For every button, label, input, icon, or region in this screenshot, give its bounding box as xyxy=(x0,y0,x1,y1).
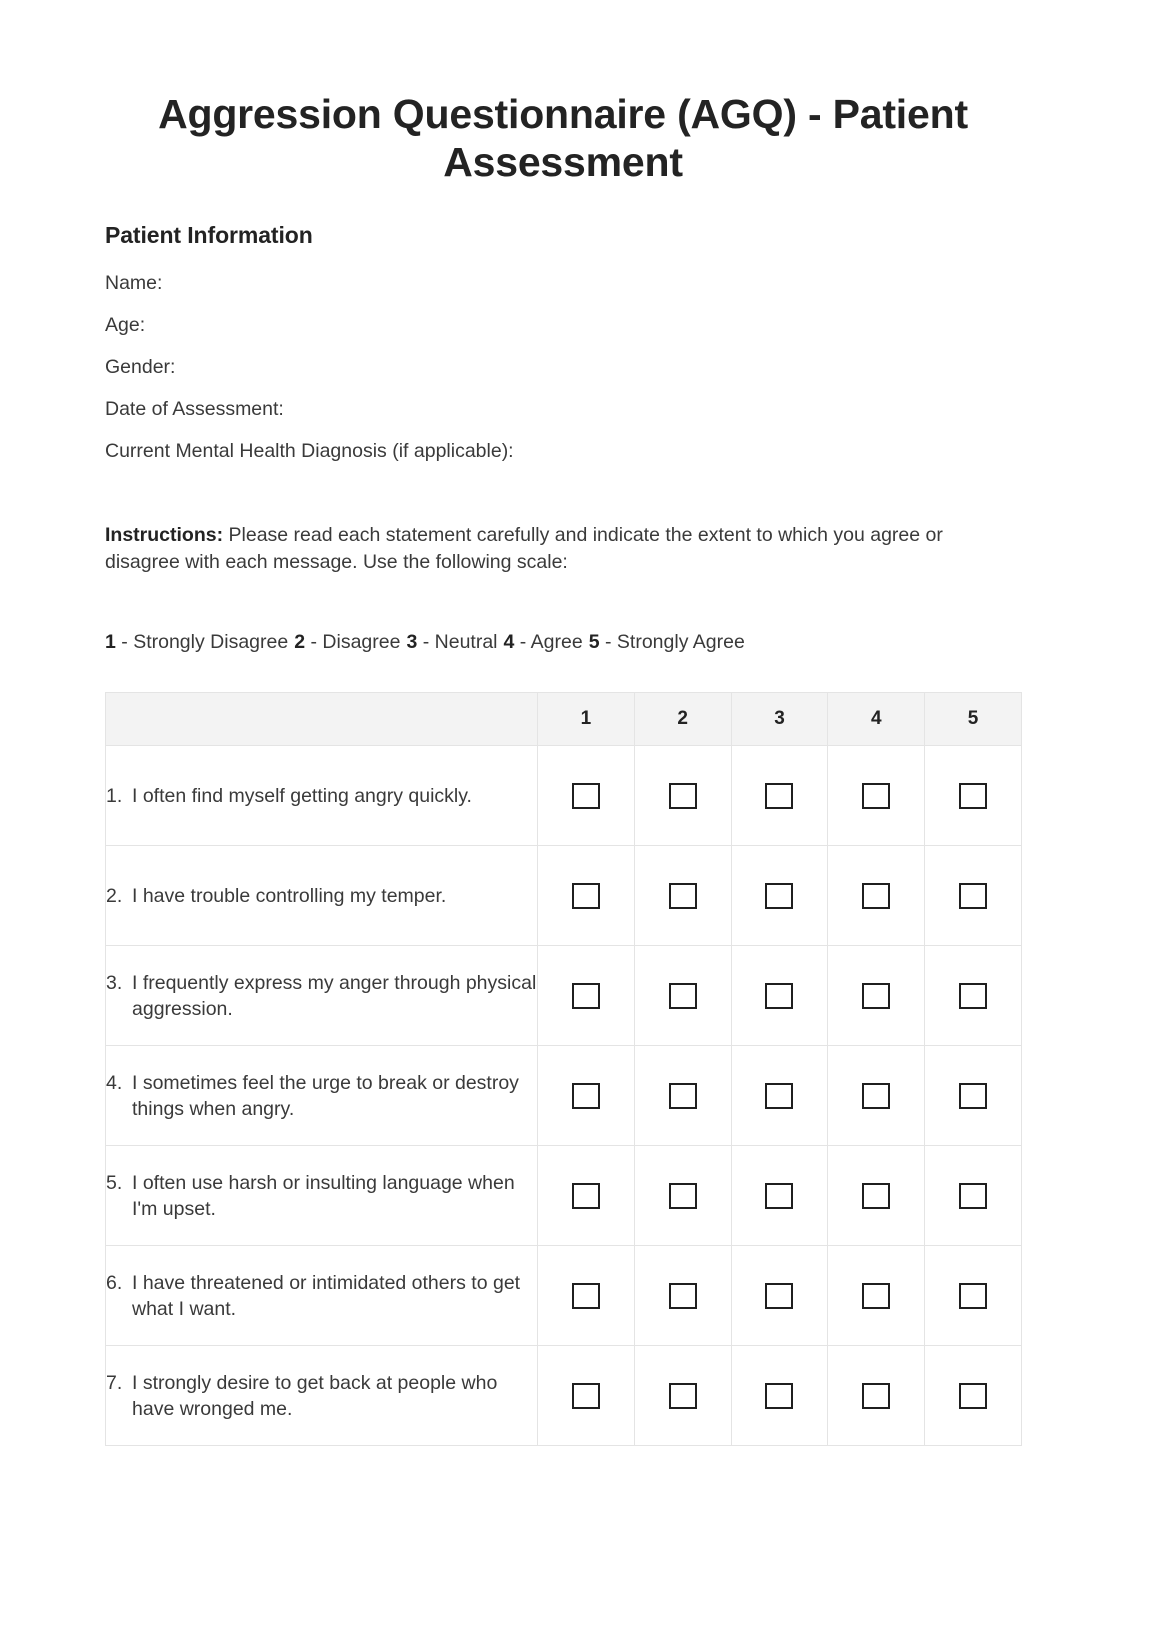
scale-legend-dash-1: - xyxy=(115,631,134,653)
option-cell[interactable] xyxy=(731,1246,828,1346)
checkbox-icon[interactable] xyxy=(669,1183,697,1209)
table-row xyxy=(106,946,1022,1046)
table-body xyxy=(106,746,1022,1446)
statement-cell xyxy=(106,1346,538,1446)
checkbox-icon[interactable] xyxy=(572,983,600,1009)
checkbox-icon[interactable] xyxy=(862,783,890,809)
scale-legend-label-4: Agree xyxy=(530,631,583,653)
option-cell[interactable] xyxy=(634,1146,731,1246)
checkbox-icon[interactable] xyxy=(669,883,697,909)
checkbox-icon[interactable] xyxy=(572,1083,600,1109)
table-row xyxy=(106,1246,1022,1346)
checkbox-icon[interactable] xyxy=(765,1183,793,1209)
option-cell[interactable] xyxy=(731,1146,828,1246)
scale-legend xyxy=(105,630,1005,654)
statement-cell xyxy=(106,1046,538,1146)
instructions-body-text: Please read each statement carefully and indicate the extent to which you agree or disagree with each message. Use the following scale: xyxy=(105,524,943,573)
option-cell[interactable] xyxy=(538,946,635,1046)
table-row xyxy=(106,746,1022,846)
option-cell[interactable] xyxy=(538,1346,635,1446)
statement-text: I often use harsh or insulting language when I'm upset. xyxy=(132,1171,515,1220)
scale-legend-dash-2: - xyxy=(305,631,323,653)
checkbox-icon[interactable] xyxy=(765,1383,793,1409)
checkbox-icon[interactable] xyxy=(959,883,987,909)
field-mental-health-diagnosis-label: Current Mental Health Diagnosis (if applicable): xyxy=(105,440,514,462)
option-cell[interactable] xyxy=(731,1046,828,1146)
statement-number: 7. xyxy=(106,1371,123,1394)
statement-text: I often find myself getting angry quickly. xyxy=(132,784,472,807)
scale-legend-dash-4: - xyxy=(514,631,531,653)
checkbox-icon[interactable] xyxy=(765,1083,793,1109)
table-header-option-3: 3 xyxy=(731,693,828,746)
scale-legend-number-4: 4 xyxy=(503,631,515,653)
option-cell[interactable] xyxy=(538,1146,635,1246)
scale-legend-label-2: Disagree xyxy=(322,631,401,653)
checkbox-icon[interactable] xyxy=(765,983,793,1009)
option-cell[interactable] xyxy=(925,846,1022,946)
checkbox-icon[interactable] xyxy=(862,1183,890,1209)
table-header xyxy=(106,693,1022,746)
scale-legend-dash-5: - xyxy=(599,631,617,653)
statement-number: 6. xyxy=(106,1271,123,1294)
statement-cell xyxy=(106,746,538,846)
checkbox-icon[interactable] xyxy=(959,1283,987,1309)
scale-legend-number-2: 2 xyxy=(294,631,306,653)
patient-information-fields xyxy=(105,272,965,482)
checkbox-icon[interactable] xyxy=(862,883,890,909)
checkbox-icon[interactable] xyxy=(765,783,793,809)
option-cell[interactable] xyxy=(634,1046,731,1146)
table-row xyxy=(106,1046,1022,1146)
option-cell[interactable] xyxy=(634,746,731,846)
option-cell[interactable] xyxy=(634,946,731,1046)
statement-cell xyxy=(106,846,538,946)
statement-number: 1. xyxy=(106,784,123,807)
table-header-option-2: 2 xyxy=(634,693,731,746)
checkbox-icon[interactable] xyxy=(765,883,793,909)
table-header-row xyxy=(106,693,1022,746)
option-cell[interactable] xyxy=(634,846,731,946)
option-cell[interactable] xyxy=(925,1146,1022,1246)
statement-number: 5. xyxy=(106,1171,123,1194)
checkbox-icon[interactable] xyxy=(669,1383,697,1409)
option-cell[interactable] xyxy=(538,846,635,946)
instructions-paragraph xyxy=(105,522,973,576)
table-header-option-4: 4 xyxy=(828,693,925,746)
option-cell[interactable] xyxy=(538,746,635,846)
checkbox-icon[interactable] xyxy=(862,1083,890,1109)
scale-legend-number-1: 1 xyxy=(105,631,116,653)
statement-text: I have threatened or intimidated others to get what I want. xyxy=(132,1271,521,1320)
statement-number: 3. xyxy=(106,971,123,994)
checkbox-icon[interactable] xyxy=(669,1283,697,1309)
option-cell[interactable] xyxy=(925,1246,1022,1346)
option-cell[interactable] xyxy=(828,1346,925,1446)
option-cell[interactable] xyxy=(828,746,925,846)
scale-legend-number-5: 5 xyxy=(588,631,600,653)
checkbox-icon[interactable] xyxy=(959,1183,987,1209)
option-cell[interactable] xyxy=(925,946,1022,1046)
statement-text: I have trouble controlling my temper. xyxy=(132,884,447,907)
scale-legend-number-3: 3 xyxy=(406,631,418,653)
statement-cell xyxy=(106,1146,538,1246)
table-row xyxy=(106,1346,1022,1446)
statement-text: I strongly desire to get back at people who have wronged me. xyxy=(132,1371,498,1420)
option-cell[interactable] xyxy=(828,846,925,946)
option-cell[interactable] xyxy=(731,846,828,946)
option-cell[interactable] xyxy=(828,1146,925,1246)
page-title: Aggression Questionnaire (AGQ) - Patient Assessment xyxy=(158,91,968,185)
checkbox-icon[interactable] xyxy=(959,1383,987,1409)
checkbox-icon[interactable] xyxy=(959,983,987,1009)
statement-number: 4. xyxy=(106,1071,123,1094)
instructions-lead-label: Instructions: xyxy=(105,524,224,546)
statement-cell xyxy=(106,1246,538,1346)
questionnaire-table xyxy=(105,692,1022,1446)
scale-legend-dash-3: - xyxy=(417,631,435,653)
field-date-of-assessment-label: Date of Assessment: xyxy=(105,398,284,420)
checkbox-icon[interactable] xyxy=(959,783,987,809)
table-header-option-5: 5 xyxy=(925,693,1022,746)
scale-legend-label-5: Strongly Agree xyxy=(616,631,745,653)
option-cell[interactable] xyxy=(634,1346,731,1446)
table-header-statement xyxy=(106,693,538,746)
option-cell[interactable] xyxy=(925,746,1022,846)
statement-inner xyxy=(106,1070,537,1122)
checkbox-icon[interactable] xyxy=(572,1183,600,1209)
field-gender-label: Gender: xyxy=(105,356,176,378)
checkbox-icon[interactable] xyxy=(669,783,697,809)
table-row xyxy=(106,1146,1022,1246)
option-cell[interactable] xyxy=(731,946,828,1046)
table-header-option-1: 1 xyxy=(538,693,635,746)
statement-text: I frequently express my anger through physical aggression. xyxy=(132,971,537,1020)
checkbox-icon[interactable] xyxy=(572,1383,600,1409)
scale-legend-label-1: Strongly Disagree xyxy=(133,631,289,653)
option-cell[interactable] xyxy=(731,746,828,846)
option-cell[interactable] xyxy=(634,1246,731,1346)
statement-inner xyxy=(106,883,537,909)
statement-inner xyxy=(106,783,537,809)
patient-information-heading: Patient Information xyxy=(105,222,313,248)
option-cell[interactable] xyxy=(538,1046,635,1146)
option-cell[interactable] xyxy=(828,1246,925,1346)
checkbox-icon[interactable] xyxy=(959,1083,987,1109)
checkbox-icon[interactable] xyxy=(572,1283,600,1309)
statement-text: I sometimes feel the urge to break or destroy things when angry. xyxy=(132,1071,519,1120)
option-cell[interactable] xyxy=(731,1346,828,1446)
checkbox-icon[interactable] xyxy=(669,1083,697,1109)
scale-legend-label-3: Neutral xyxy=(434,631,498,653)
statement-inner xyxy=(106,1170,537,1222)
option-cell[interactable] xyxy=(828,946,925,1046)
checkbox-icon[interactable] xyxy=(862,1283,890,1309)
checkbox-icon[interactable] xyxy=(862,1383,890,1409)
statement-inner xyxy=(106,1270,537,1322)
option-cell[interactable] xyxy=(828,1046,925,1146)
checkbox-icon[interactable] xyxy=(862,983,890,1009)
checkbox-icon[interactable] xyxy=(572,883,600,909)
field-name-label: Name: xyxy=(105,272,163,294)
table-row xyxy=(106,846,1022,946)
statement-inner xyxy=(106,970,537,1022)
checkbox-icon[interactable] xyxy=(765,1283,793,1309)
statement-number: 2. xyxy=(106,884,123,907)
checkbox-icon[interactable] xyxy=(572,783,600,809)
field-age-label: Age: xyxy=(105,314,146,336)
statement-inner xyxy=(106,1370,537,1422)
option-cell[interactable] xyxy=(925,1046,1022,1146)
option-cell[interactable] xyxy=(925,1346,1022,1446)
checkbox-icon[interactable] xyxy=(669,983,697,1009)
option-cell[interactable] xyxy=(538,1246,635,1346)
statement-cell xyxy=(106,946,538,1046)
